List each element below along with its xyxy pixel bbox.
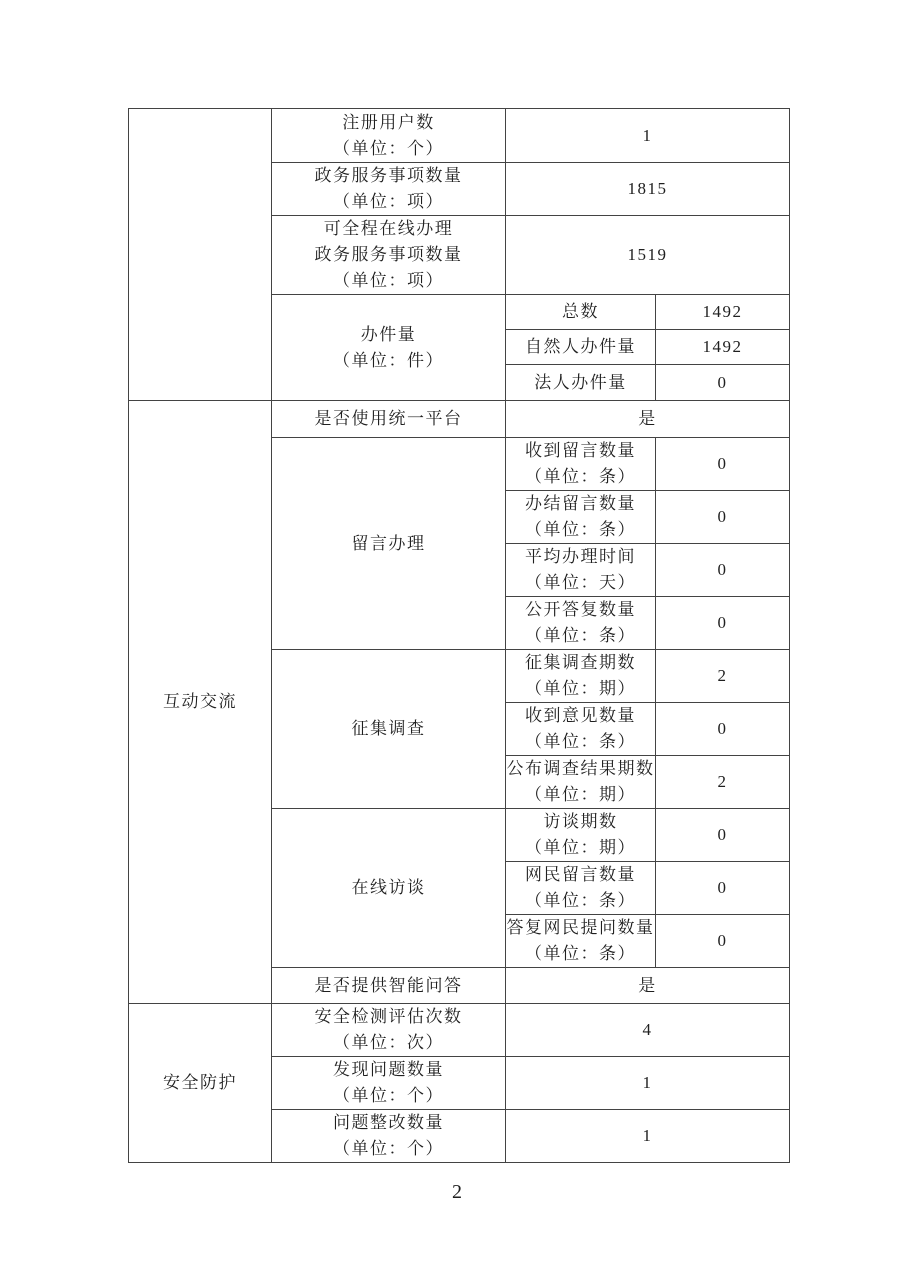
netizen-replies-label: 答复网民提问数量 [506,918,655,937]
netizen-replies-label-cell [506,915,656,968]
service-items-value: 1815 [506,163,790,216]
public-replies-unit: （单位：条） [525,626,636,645]
public-replies-label-cell [506,597,656,650]
message-handling-label-cell: 留言办理 [272,438,506,650]
online-service-items-label-line2: 政务服务事项数量 [314,245,463,264]
online-service-items-value: 1519 [506,216,790,295]
problems-found-label-cell [272,1057,506,1110]
table-row [129,1004,790,1057]
registered-users-label-cell [272,109,506,163]
survey-results-label-cell [506,756,656,809]
messages-received-unit: （单位：条） [525,467,636,486]
netizen-messages-label-cell [506,862,656,915]
interview-periods-value: 0 [656,809,790,862]
interview-periods-label-cell [506,809,656,862]
registered-users-unit: （单位：个） [333,138,444,158]
netizen-replies-value: 0 [656,915,790,968]
survey-results-unit: （单位：期） [525,785,636,804]
problems-fixed-label: 问题整改数量 [333,1113,444,1132]
survey-results-value: 2 [656,756,790,809]
service-items-label-cell [272,163,506,216]
netizen-messages-unit: （单位：条） [525,891,636,910]
annual-report-table [128,108,789,1163]
case-volume-unit: （单位：件） [333,350,444,370]
survey-collection-label-cell: 征集调查 [272,650,506,809]
registered-users-label: 注册用户数 [342,112,435,132]
survey-results-label: 公布调查结果期数 [506,759,655,778]
survey-periods-unit: （单位：期） [525,679,636,698]
problems-found-value: 1 [506,1057,790,1110]
survey-periods-label: 征集调查期数 [525,653,636,672]
service-items-label: 政务服务事项数量 [314,166,463,185]
netizen-messages-value: 0 [656,862,790,915]
security-assessments-label: 安全检测评估次数 [314,1007,463,1026]
survey-periods-label-cell [506,650,656,703]
messages-completed-label: 办结留言数量 [525,494,636,513]
public-replies-value: 0 [656,597,790,650]
online-service-items-label-cell [272,216,506,295]
service-items-unit: （单位：项） [333,192,444,211]
unified-platform-label: 是否使用统一平台 [272,401,506,438]
problems-fixed-value: 1 [506,1110,790,1163]
opinions-received-label: 收到意见数量 [525,706,636,725]
messages-received-label: 收到留言数量 [525,441,636,460]
netizen-messages-label: 网民留言数量 [525,865,636,884]
avg-handling-time-label: 平均办理时间 [525,547,636,566]
case-natural-person-value: 1492 [656,330,790,365]
problems-fixed-label-cell [272,1110,506,1163]
registered-users-value: 1 [506,109,790,163]
case-total-value: 1492 [656,295,790,330]
messages-completed-unit: （单位：条） [525,520,636,539]
table-row [129,109,790,163]
security-assessments-value: 4 [506,1004,790,1057]
section3-category-cell: 安全防护 [129,1004,272,1163]
smart-qa-label: 是否提供智能问答 [272,968,506,1004]
statistics-table [128,108,790,1163]
online-interview-label-cell: 在线访谈 [272,809,506,968]
unified-platform-value: 是 [506,401,790,438]
case-volume-label: 办件量 [360,324,417,344]
smart-qa-value: 是 [506,968,790,1004]
security-assessments-unit: （单位：次） [333,1033,444,1052]
interview-periods-label: 访谈期数 [543,812,618,831]
online-service-items-label-line1: 可全程在线办理 [323,219,454,238]
opinions-received-label-cell [506,703,656,756]
survey-periods-value: 2 [656,650,790,703]
online-service-items-unit: （单位：项） [333,271,444,290]
problems-found-unit: （单位：个） [333,1086,444,1105]
page-number: 2 [452,1181,462,1203]
messages-completed-value: 0 [656,491,790,544]
avg-handling-time-value: 0 [656,544,790,597]
case-natural-person-label: 自然人办件量 [506,330,656,365]
messages-completed-label-cell [506,491,656,544]
opinions-received-unit: （单位：条） [525,732,636,751]
netizen-replies-unit: （单位：条） [525,944,636,963]
case-legal-person-label: 法人办件量 [506,365,656,401]
messages-received-label-cell [506,438,656,491]
interview-periods-unit: （单位：期） [525,838,636,857]
problems-found-label: 发现问题数量 [333,1060,444,1079]
security-assessments-label-cell [272,1004,506,1057]
avg-handling-time-label-cell [506,544,656,597]
case-legal-person-value: 0 [656,365,790,401]
messages-received-value: 0 [656,438,790,491]
section1-category-cell [129,109,272,401]
public-replies-label: 公开答复数量 [525,600,636,619]
avg-handling-time-unit: （单位：天） [525,573,636,592]
table-row [129,401,790,438]
problems-fixed-unit: （单位：个） [333,1139,444,1158]
opinions-received-value: 0 [656,703,790,756]
section2-category-cell: 互动交流 [129,401,272,1004]
case-total-label: 总数 [506,295,656,330]
case-volume-label-cell [272,295,506,401]
